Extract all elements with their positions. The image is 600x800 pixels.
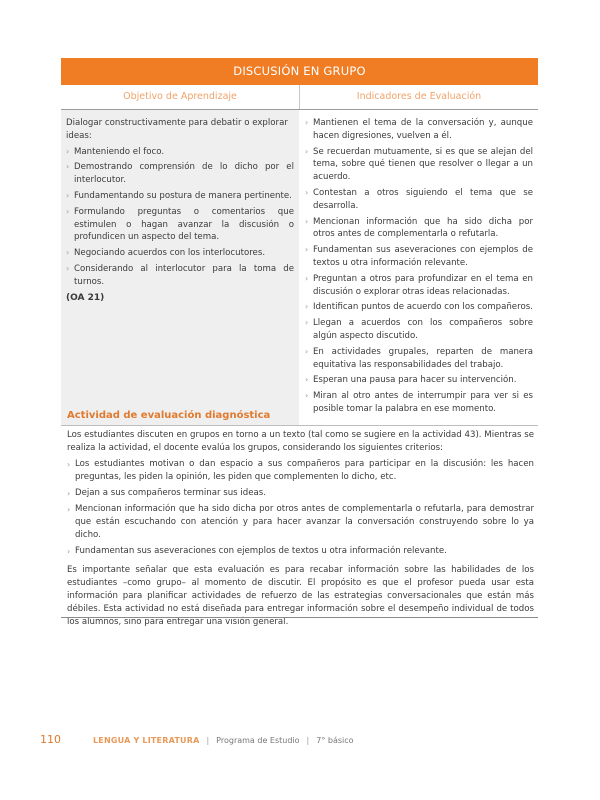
footer-separator: | <box>206 736 210 745</box>
bullet-icon: › <box>305 318 309 328</box>
activity-intro: Los estudiantes discuten en grupos en torno a un texto (tal como se sugiere en la actividad 43). Mientras se realiza la actividad, el docente evalúa los grupos, considerando los siguientes criterios: <box>67 430 534 453</box>
bullet-icon: › <box>66 263 70 273</box>
list-item-text: Contestan a otros siguiendo el tema que se desarrolla. <box>313 187 533 211</box>
list-item-text: Manteniendo el foco. <box>74 146 165 157</box>
list-item-text: Formulando preguntas o comentarios que estimulen o hagan avanzar la discusión o profundicen un aspecto del tema. <box>74 206 294 243</box>
list-item <box>305 374 533 387</box>
diagnostic-activity <box>67 410 534 632</box>
list-item <box>67 503 534 542</box>
bullet-icon: › <box>305 375 309 385</box>
list-item <box>66 206 294 244</box>
list-item-text: Identifican puntos de acuerdo con los compañeros. <box>313 302 533 313</box>
header-indicators: Indicadores de Evaluación <box>356 91 482 102</box>
list-item-text: Fundamentan sus aseveraciones con ejemplos de textos u otra información relevante. <box>313 245 533 268</box>
bullet-icon: › <box>67 489 71 498</box>
bullet-icon: › <box>305 245 309 255</box>
bullet-icon: › <box>305 187 309 197</box>
list-item-text: Negociando acuerdos con los interlocutores. <box>74 248 266 259</box>
list-item <box>67 458 534 484</box>
list-item-text: Fundamentando su postura de manera pertinente. <box>74 190 292 201</box>
activity-note: Es importante señalar que esta evaluación es para recabar información sobre las habilidades de los estudiantes –como grupo– al momento de discutir. El propósito es que el profesor pueda usar esta información para planificar actividades de refuerzo de las estrategias conversacionales que están más débiles. Esta actividad no está diseñada para entregar información sobre el desempeño individual de todos los alumnos, sino para entregar una visión general. <box>67 565 534 627</box>
bullet-icon: › <box>66 146 70 156</box>
list-item <box>66 146 294 159</box>
footer-separator: | <box>306 736 310 745</box>
bullet-icon: › <box>305 273 309 283</box>
bullet-icon: › <box>305 302 309 312</box>
page-footer <box>40 733 354 746</box>
bullet-icon: › <box>67 547 71 556</box>
list-item-text: Miran al otro antes de interrumpir para ver si es posible tomar la palabra en ese momento. <box>313 391 533 414</box>
table-body-row <box>61 110 538 426</box>
bullet-icon: › <box>305 118 309 127</box>
list-item <box>67 487 534 500</box>
section-divider <box>61 617 538 618</box>
bullet-icon: › <box>305 346 309 356</box>
list-item <box>66 190 294 203</box>
bullet-icon: › <box>67 505 71 514</box>
list-item-text: Demostrando comprensión de lo dicho por el interlocutor. <box>74 162 294 186</box>
list-item <box>305 346 533 372</box>
list-item-text: Los estudiantes motivan o dan espacio a sus compañeros para participar en la discusión: les hacen preguntas, les piden la opinión, les piden que complementen lo dicho, etc. <box>75 459 534 482</box>
evaluation-table <box>61 58 538 426</box>
list-item-text: Preguntan a otros para profundizar en el tema en discusión o explorar otras ideas relacionadas. <box>313 273 533 297</box>
bullet-icon: › <box>305 146 309 156</box>
objective-code: (OA 21) <box>66 292 105 303</box>
bullet-icon: › <box>67 460 71 469</box>
list-item-text: Esperan una pausa para hacer su intervención. <box>313 375 517 386</box>
footer-subject: LENGUA Y LITERATURA <box>93 736 200 745</box>
list-item <box>305 273 533 299</box>
list-item-text: Mencionan información que ha sido dicha por otros antes de complementarla o refutarla, para demostrar que están escuchando con atención y para hacer avanzar la conversación construyendo sobre lo ya dicho. <box>75 504 534 540</box>
list-item-text: Llegan a acuerdos con los compañeros sobre algún aspecto discutido. <box>313 318 533 341</box>
table-title: DISCUSIÓN EN GRUPO <box>61 58 538 85</box>
bullet-icon: › <box>305 216 309 226</box>
indicators-cell <box>299 110 538 425</box>
list-item <box>67 545 534 558</box>
header-objective: Objetivo de Aprendizaje <box>61 85 300 109</box>
list-item <box>305 216 533 242</box>
list-item-text: En actividades grupales, reparten de manera equitativa las responsabilidades del trabajo. <box>313 346 533 370</box>
bullet-icon: › <box>66 248 70 258</box>
bullet-icon: › <box>66 190 70 200</box>
bullet-icon: › <box>66 162 70 172</box>
bullet-icon: › <box>66 206 70 216</box>
list-item <box>305 146 533 184</box>
activity-title: Actividad de evaluación diagnóstica <box>67 410 271 421</box>
page-number: 110 <box>40 733 61 746</box>
list-item-text: Se recuerdan mutuamente, si es que se alejan del tema, sobre qué tienen que resolver o llegar a un acuerdo. <box>313 146 533 183</box>
objective-list <box>66 146 294 289</box>
list-item <box>305 187 533 213</box>
footer-grade: 7° básico <box>316 736 354 745</box>
bullet-icon: › <box>305 391 309 401</box>
objective-intro: Dialogar constructivamente para debatir o explorar ideas: <box>66 118 288 141</box>
list-item <box>305 117 533 143</box>
list-item <box>305 301 533 314</box>
list-item <box>66 247 294 260</box>
list-item <box>305 317 533 343</box>
criteria-list <box>67 458 534 558</box>
objective-cell <box>61 110 299 425</box>
list-item <box>66 161 294 187</box>
list-item <box>66 263 294 289</box>
column-headers <box>61 85 538 110</box>
list-item-text: Dejan a sus compañeros terminar sus ideas. <box>75 488 267 498</box>
indicators-list <box>305 117 533 416</box>
list-item-text: Considerando al interlocutor para la toma de turnos. <box>74 263 294 287</box>
list-item-text: Fundamentan sus aseveraciones con ejemplos de textos u otra información relevante. <box>75 546 447 556</box>
list-item <box>305 244 533 270</box>
list-item-text: Mencionan información que ha sido dicha por otros antes de complementarla o refutarla. <box>313 216 533 240</box>
list-item-text: Mantienen el tema de la conversación y, aunque hacen digresiones, vuelven a él. <box>313 118 533 141</box>
footer-program: Programa de Estudio <box>216 736 300 745</box>
